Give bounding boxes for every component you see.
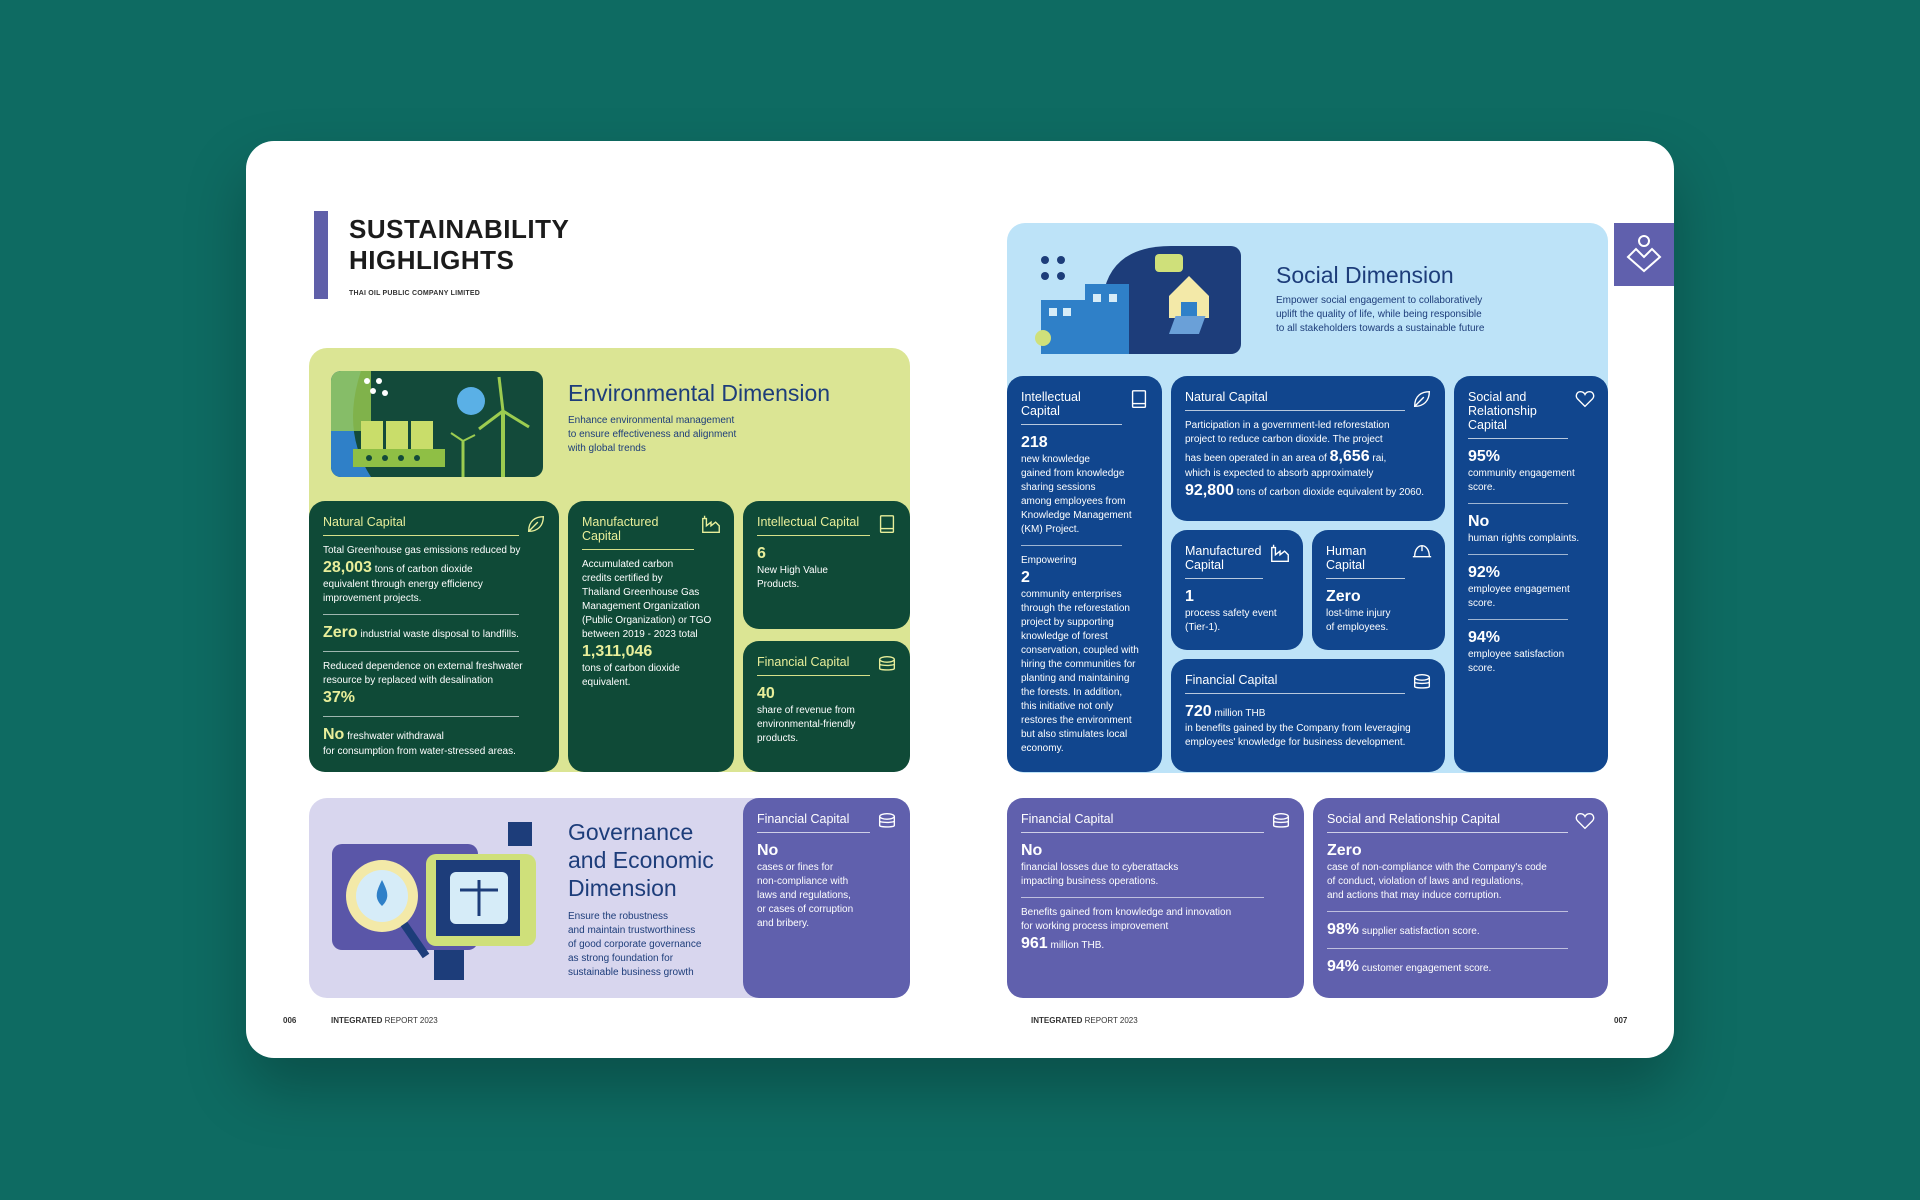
card-text: project by supporting	[1021, 617, 1114, 628]
card-text: score.	[1468, 598, 1496, 609]
card-text: Empowering	[1021, 555, 1077, 566]
knowledge-value: 218	[1021, 434, 1048, 451]
social-intellectual-capital-card	[1007, 376, 1162, 772]
card-text: New High Value	[757, 565, 828, 576]
customer-score-value: 94%	[1327, 958, 1360, 975]
card-heading: Natural Capital	[1185, 390, 1405, 411]
card-heading: Manufactured Capital	[1185, 544, 1263, 579]
card-text: score.	[1468, 663, 1496, 674]
social-relationship-capital-card	[1454, 376, 1608, 772]
title-accent-bar	[314, 211, 328, 299]
carbon-credit-value: 1,311,046	[582, 643, 653, 660]
card-text: community enterprises	[1021, 589, 1122, 600]
card-text: freshwater withdrawal	[347, 731, 444, 742]
innovation-benefit-value: 961	[1021, 935, 1048, 952]
factory-icon	[700, 513, 722, 535]
governance-illustration	[330, 820, 545, 980]
card-text: Management Organization	[582, 601, 700, 612]
social-manufactured-capital-card	[1171, 530, 1303, 650]
card-text: Reduced dependence on external freshwater	[323, 661, 523, 672]
card-text: between 2019 - 2023 total	[582, 629, 698, 640]
card-heading: Intellectual Capital	[1021, 390, 1122, 425]
social-human-capital-card	[1312, 530, 1445, 650]
leaf-icon	[1411, 388, 1433, 410]
card-text: non-compliance with	[757, 876, 849, 887]
card-text: million THB.	[1050, 940, 1105, 951]
card-text: resource by replaced with desalination	[323, 675, 494, 686]
card-text: (KM) Project.	[1021, 524, 1080, 535]
heart-hands-icon	[1574, 810, 1596, 832]
card-text: (Public Organization) or TGO	[582, 615, 712, 626]
revenue-share-value: 40	[757, 685, 775, 702]
footer-report-right: INTEGRATED REPORT 2023	[1031, 1016, 1138, 1025]
card-text: economy.	[1021, 743, 1064, 754]
card-text: (Tier-1).	[1185, 622, 1221, 633]
card-text: cases or fines for	[757, 862, 834, 873]
card-text: in benefits gained by the Company from leveraging	[1185, 723, 1411, 734]
leaf-icon	[525, 513, 547, 535]
social-title: Social Dimension	[1276, 262, 1454, 288]
card-text: tons of carbon dioxide equivalent by 2060.	[1236, 487, 1425, 498]
card-text: industrial waste disposal to landfills.	[360, 629, 519, 640]
card-text: impacting business operations.	[1021, 876, 1159, 887]
env-financial-capital-card	[743, 641, 910, 772]
card-heading: Natural Capital	[323, 515, 519, 536]
card-text: credits certified by	[582, 573, 663, 584]
card-text: the forests. In addition,	[1021, 687, 1123, 698]
freshwater-value: No	[323, 726, 345, 743]
benefit-value: 720	[1185, 703, 1212, 720]
card-text: which is expected to absorb approximately	[1185, 468, 1374, 479]
code-non-compliance-value: Zero	[1327, 842, 1362, 859]
injury-value: Zero	[1326, 588, 1361, 605]
bottom-relationship-capital-card	[1313, 798, 1608, 998]
card-text: equivalent through energy efficiency	[323, 579, 483, 590]
desalination-value: 37%	[323, 689, 356, 706]
card-heading: Manufactured Capital	[582, 515, 694, 550]
card-text: Participation in a government-led reforestation	[1185, 420, 1390, 431]
card-text: for consumption from water-stressed areas.	[323, 746, 516, 757]
card-text: customer engagement score.	[1361, 963, 1492, 974]
company-name: THAI OIL PUBLIC COMPANY LIMITED	[349, 290, 481, 297]
bottom-financial-capital-card	[1007, 798, 1304, 998]
social-natural-capital-card	[1171, 376, 1445, 521]
section-tab	[1614, 223, 1674, 286]
coins-icon	[1411, 671, 1433, 693]
card-text: products.	[757, 733, 799, 744]
card-text: tons of carbon dioxide	[582, 663, 680, 674]
card-text: sharing sessions	[1021, 482, 1096, 493]
environmental-title: Environmental Dimension	[568, 380, 831, 406]
card-text: employee engagement	[1468, 584, 1570, 595]
area-value: 8,656	[1329, 448, 1370, 465]
card-heading: Financial Capital	[1021, 812, 1264, 833]
card-heading: Financial Capital	[1185, 673, 1405, 694]
card-text: financial losses due to cyberattacks	[1021, 862, 1179, 873]
card-text: conservation, coupled with	[1021, 645, 1139, 656]
card-text: Accumulated carbon	[582, 559, 674, 570]
social-financial-capital-card	[1171, 659, 1445, 772]
card-text: tons of carbon dioxide	[374, 564, 473, 575]
card-text: and actions that may induce corruption.	[1327, 890, 1502, 901]
card-heading: Financial Capital	[757, 812, 870, 833]
card-text: of employees.	[1326, 622, 1389, 633]
env-intellectual-capital-card	[743, 501, 910, 629]
co2-absorb-value: 92,800	[1185, 482, 1234, 499]
card-text: Products.	[757, 579, 800, 590]
supplier-score-value: 98%	[1327, 921, 1360, 938]
card-text: hiring the communities for	[1021, 659, 1136, 670]
heart-hands-icon	[1574, 388, 1596, 410]
coins-icon	[876, 810, 898, 832]
employee-satisfaction-value: 94%	[1468, 629, 1501, 646]
card-text: of conduct, violation of laws and regulations,	[1327, 876, 1524, 887]
card-heading: Social and Relationship Capital	[1468, 390, 1568, 439]
page-title: SUSTAINABILITY HIGHLIGHTS	[349, 214, 570, 275]
coins-icon	[876, 653, 898, 675]
helmet-icon	[1411, 542, 1433, 564]
environment-illustration	[331, 371, 543, 477]
safety-event-value: 1	[1185, 588, 1194, 605]
coins-icon	[1270, 810, 1292, 832]
non-compliance-value: No	[757, 842, 779, 859]
social-description: Empower social engagement to collaboratively uplift the quality of life, while being responsible to all stakeholders towards a sustainable future	[1276, 295, 1485, 334]
card-text: score.	[1468, 482, 1496, 493]
card-text: case of non-compliance with the Company's code	[1327, 862, 1547, 873]
card-heading: Financial Capital	[757, 655, 870, 676]
waste-value: Zero	[323, 624, 358, 641]
card-text: lost-time injury	[1326, 608, 1391, 619]
cyber-loss-value: No	[1021, 842, 1043, 859]
footer-report-left: INTEGRATED REPORT 2023	[331, 1016, 438, 1025]
card-text: environmental-friendly	[757, 719, 856, 730]
card-text: new knowledge	[1021, 454, 1090, 465]
card-heading: Social and Relationship Capital	[1327, 812, 1568, 833]
card-text: laws and regulations,	[757, 890, 851, 901]
card-text: gained from knowledge	[1021, 468, 1125, 479]
card-text: community engagement	[1468, 468, 1575, 479]
card-text: this initiative not only	[1021, 701, 1114, 712]
card-text: Knowledge Management	[1021, 510, 1132, 521]
card-text: restores the environment	[1021, 715, 1132, 726]
card-text: knowledge of forest	[1021, 631, 1108, 642]
environmental-description: Enhance environmental management to ensure effectiveness and alignment with global trends	[568, 415, 737, 454]
card-text: through the reforestation	[1021, 603, 1130, 614]
factory-icon	[1269, 542, 1291, 564]
governance-title: Governance and Economic Dimension	[568, 819, 714, 901]
card-heading: Human Capital	[1326, 544, 1405, 579]
human-rights-value: No	[1468, 513, 1490, 530]
card-text: employees' knowledge for business development.	[1185, 737, 1406, 748]
page-number-left: 006	[283, 1016, 297, 1025]
card-text: has been operated in an area of	[1185, 453, 1327, 464]
card-text: share of revenue from	[757, 705, 855, 716]
card-text: Thailand Greenhouse Gas	[582, 587, 700, 598]
card-text: human rights complaints.	[1468, 533, 1580, 544]
card-text: planting and maintaining	[1021, 673, 1130, 684]
heart-hands-icon	[1614, 223, 1674, 286]
card-text: million THB	[1214, 708, 1266, 719]
card-text: Benefits gained from knowledge and innovation	[1021, 907, 1232, 918]
book-icon	[1128, 388, 1150, 410]
card-text: employee satisfaction	[1468, 649, 1565, 660]
community-score-value: 95%	[1468, 448, 1501, 465]
card-heading: Intellectual Capital	[757, 515, 870, 536]
governance-description: Ensure the robustness and maintain trustworthiness of good corporate governance as strong foundation for sustainable business growth	[568, 911, 702, 978]
card-text: equivalent.	[582, 677, 631, 688]
products-value: 6	[757, 545, 766, 562]
card-text: rai,	[1372, 453, 1387, 464]
card-text: and bribery.	[757, 918, 810, 929]
employee-engagement-value: 92%	[1468, 564, 1501, 581]
card-text: or cases of corruption	[757, 904, 854, 915]
enterprises-value: 2	[1021, 569, 1030, 586]
book-icon	[876, 513, 898, 535]
page-number-right: 007	[1614, 1016, 1628, 1025]
social-illustration	[1031, 246, 1241, 354]
ghg-value: 28,003	[323, 559, 372, 576]
card-text: among employees from	[1021, 496, 1126, 507]
card-text: for working process improvement	[1021, 921, 1169, 932]
env-natural-capital-card	[309, 501, 559, 772]
card-text: process safety event	[1185, 608, 1277, 619]
gov-financial-capital-card	[743, 798, 910, 998]
card-text: improvement projects.	[323, 593, 422, 604]
card-text: supplier satisfaction score.	[1361, 926, 1480, 937]
card-text: Total Greenhouse gas emissions reduced by	[323, 545, 521, 556]
card-text: project to reduce carbon dioxide. The project	[1185, 434, 1383, 445]
env-manufactured-capital-card	[568, 501, 734, 772]
card-text: but also stimulates local	[1021, 729, 1128, 740]
